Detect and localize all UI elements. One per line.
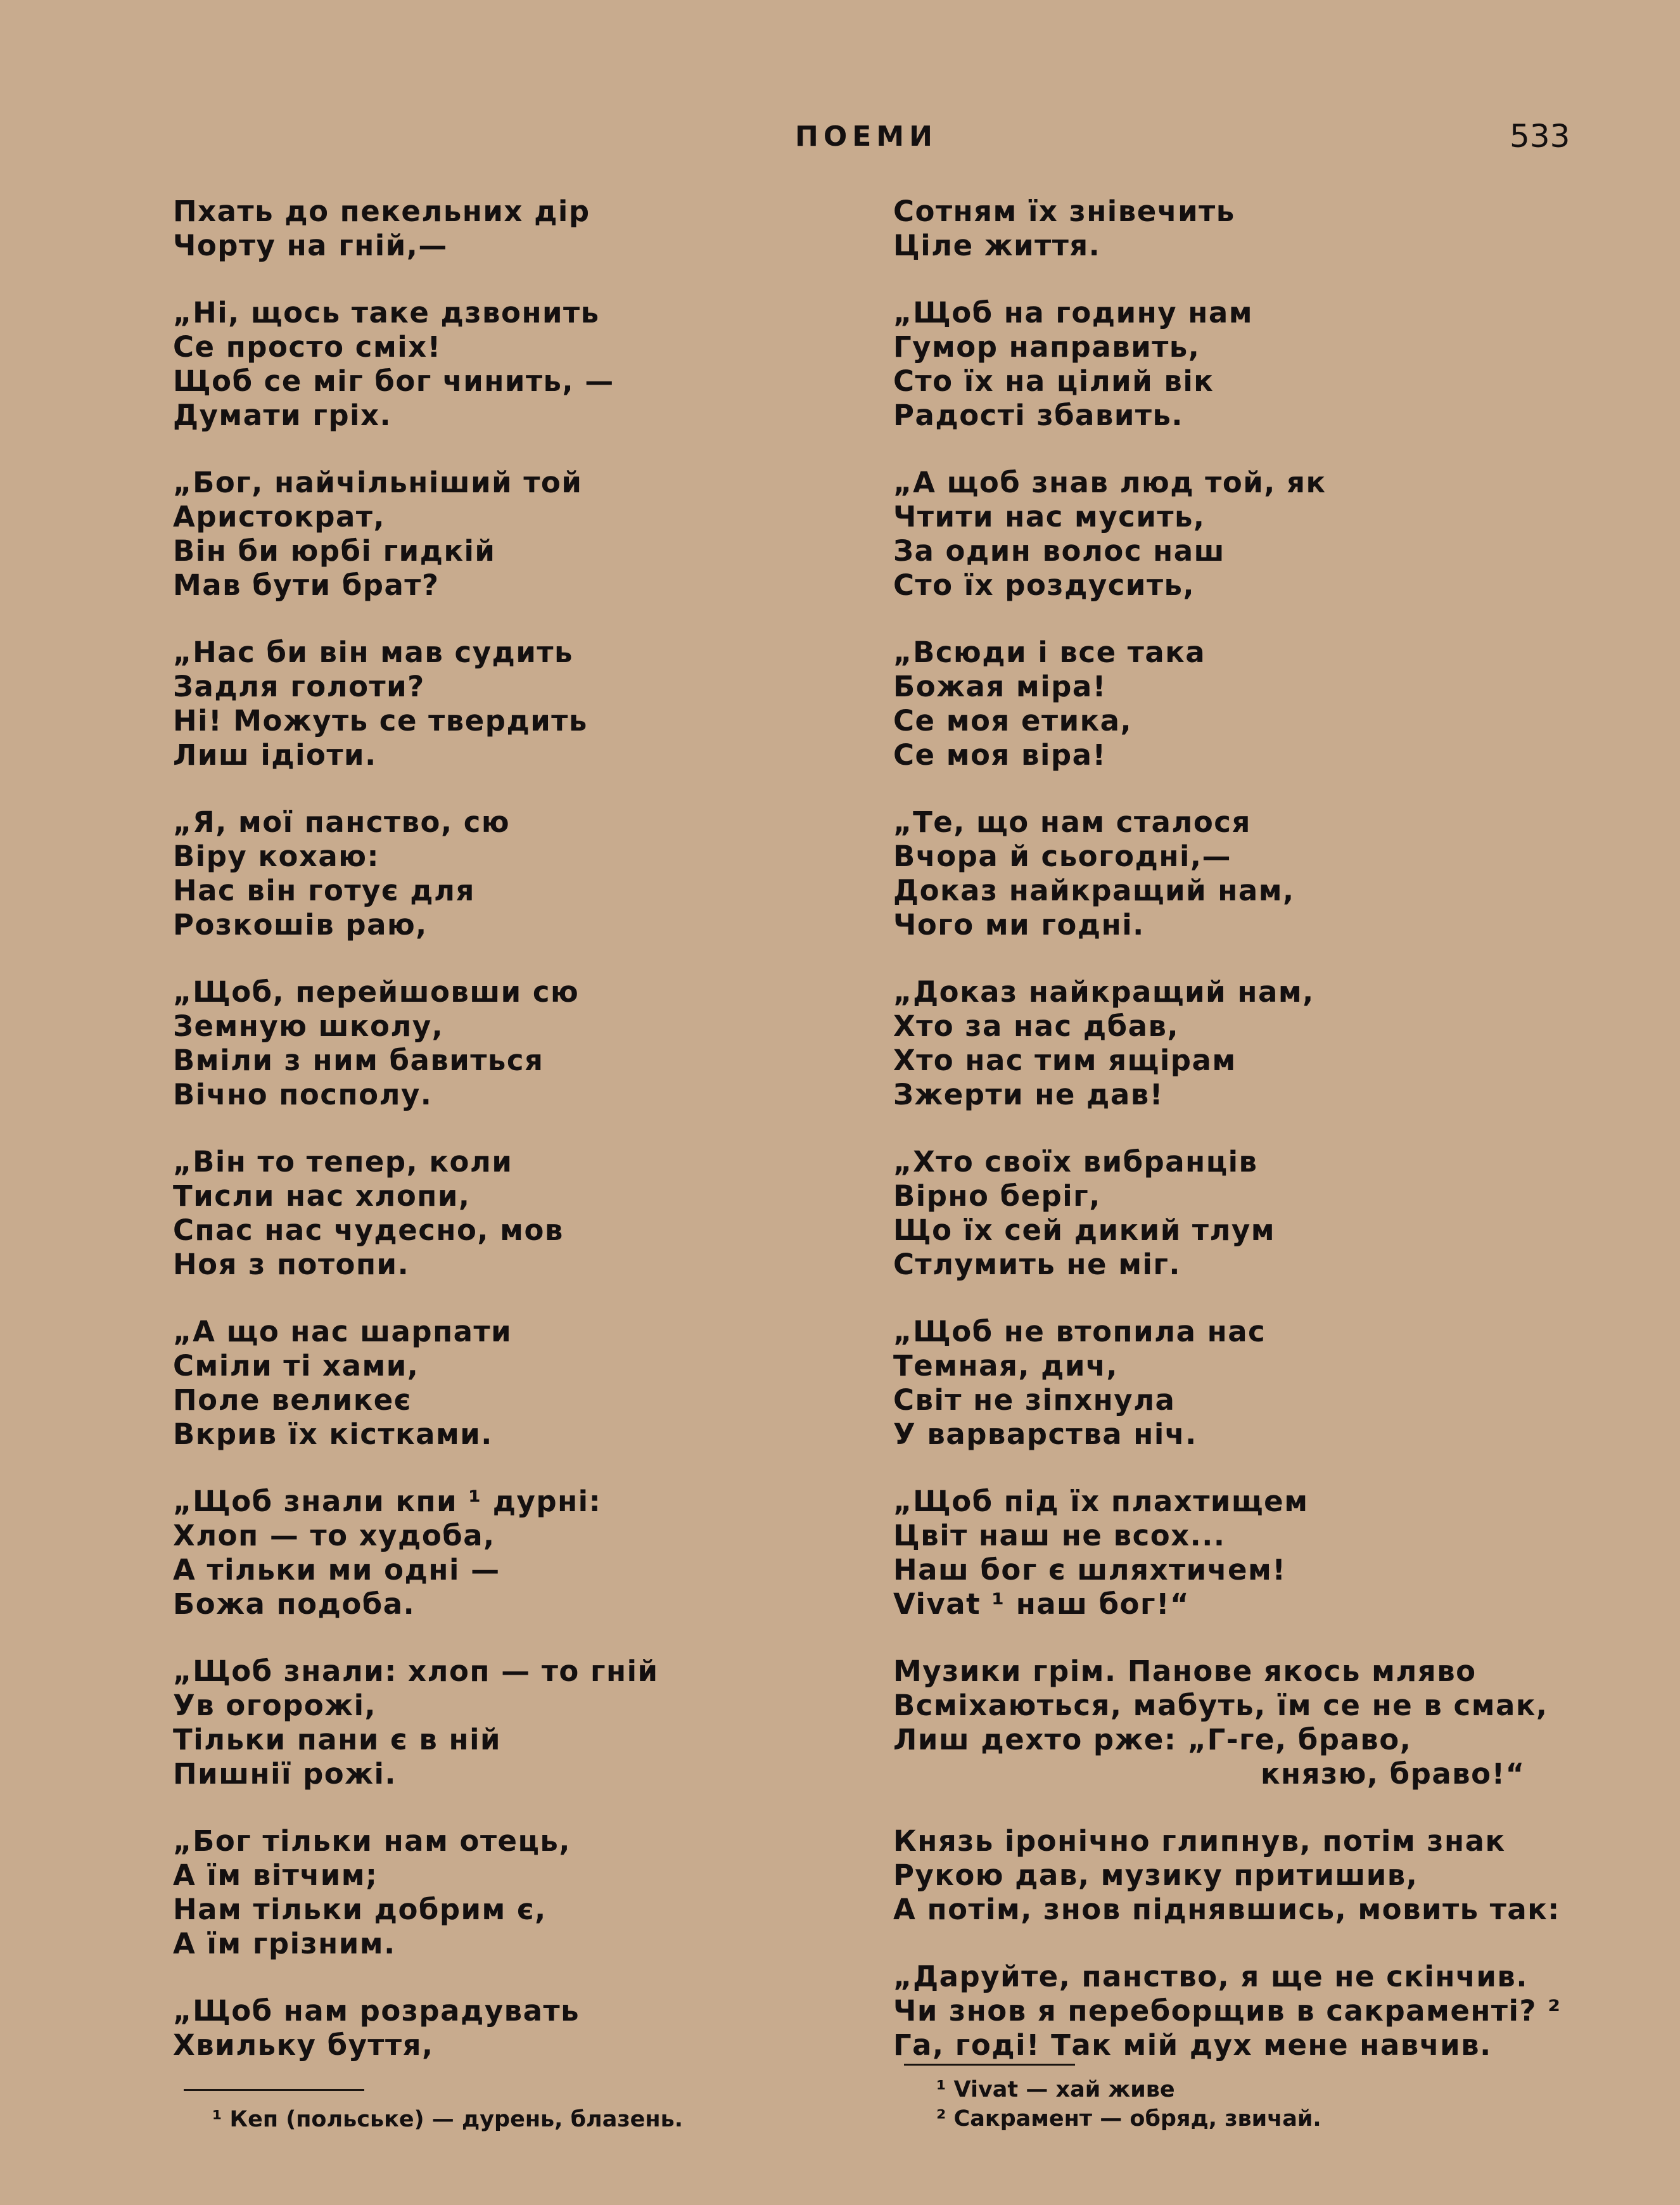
verse-line: Ні! Можуть се твердить	[173, 704, 588, 738]
verse-line: „Щоб на годину нам	[893, 296, 1253, 329]
verse-line: „Щоб знали: хлоп — то гній	[173, 1654, 659, 1688]
verse-line: Спас нас чудесно, мов	[173, 1213, 564, 1247]
verse-line: „Хто своїх вибранців	[893, 1145, 1258, 1179]
verse-line: А потім, знов піднявшись, мовить так:	[893, 1893, 1560, 1926]
verse-line: У варварства ніч.	[893, 1417, 1197, 1451]
verse-line: Сто їх на цілий вік	[893, 364, 1214, 398]
verse-line: Темная, дич,	[893, 1349, 1118, 1383]
verse-line: „Бог тільки нам отець,	[173, 1824, 571, 1858]
verse-line: Вміли з ним бавиться	[173, 1044, 544, 1077]
verse-line: „Доказ найкращий нам,	[893, 975, 1314, 1009]
verse-line: Земную школу,	[173, 1009, 444, 1043]
verse-line: А тільки ми одні —	[173, 1553, 500, 1587]
stanza	[893, 975, 1590, 1112]
verse-line: Поле великеє	[173, 1383, 412, 1417]
verse-line: Тільки пани є в ній	[173, 1723, 502, 1756]
verse-line: Аристократ,	[173, 500, 386, 534]
verse-line: „А щоб знав люд той, як	[893, 466, 1327, 499]
verse-line: Вкрив їх кістками.	[173, 1417, 493, 1451]
verse-line: Се моя віра!	[893, 738, 1107, 772]
verse-line: Що їх сей дикий тлум	[893, 1213, 1276, 1247]
stanza	[893, 1145, 1590, 1282]
verse-line: Наш бог є шляхтичем!	[893, 1553, 1287, 1587]
verse-line: Ціле життя.	[893, 229, 1101, 262]
verse-line: Цвіт наш не всох...	[893, 1519, 1226, 1552]
stanza	[173, 1485, 806, 1621]
stanza	[173, 1145, 806, 1282]
verse-line: Думати гріх.	[173, 399, 392, 432]
verse-line: Се просто сміх!	[173, 330, 442, 364]
verse-line: Божа подоба.	[173, 1587, 416, 1621]
verse-line: „Щоб, перейшовши сю	[173, 975, 580, 1009]
verse-line: Вічно посполу.	[173, 1078, 433, 1111]
verse-line: „Ні, щось таке дзвонить	[173, 296, 600, 329]
verse-line: Задля голоти?	[173, 670, 425, 703]
verse-line: Лиш дехто рже: „Г-ге, браво,	[893, 1723, 1412, 1756]
stanza	[893, 1485, 1590, 1621]
verse-line: Чого ми годні.	[893, 908, 1145, 942]
stanza	[173, 1824, 806, 1961]
stanza	[173, 296, 806, 433]
verse-line: Світ не зіпхнула	[893, 1383, 1176, 1417]
verse-line: „Щоб знали кпи ¹ дурні:	[173, 1485, 602, 1518]
verse-line: „Щоб під їх плахтищем	[893, 1485, 1309, 1518]
stanza	[893, 805, 1590, 942]
verse-line: Га, годі! Так мій дух мене навчив.	[893, 2028, 1492, 2062]
stanza	[173, 1654, 806, 1791]
verse-line: Зжерти не дав!	[893, 1078, 1164, 1111]
verse-line: „Те, що нам сталося	[893, 805, 1251, 839]
footnotes-left	[212, 2105, 683, 2134]
stanza	[173, 1315, 806, 1452]
verse-line: А їм грізним.	[173, 1927, 396, 1960]
verse-line: Вчора й сьогодні,—	[893, 840, 1231, 873]
verse-line: Розкошів раю,	[173, 908, 428, 942]
verse-line: Хвильку буття,	[173, 2028, 434, 2062]
verse-line: „Нас би він мав судить	[173, 636, 573, 669]
verse-line: Мав бути брат?	[173, 568, 440, 602]
verse-line: Сотням їх знівечить	[893, 195, 1235, 228]
verse-line: Пишнії рожі.	[173, 1757, 397, 1791]
verse-line: Хлоп — то худоба,	[173, 1519, 495, 1552]
stanza	[173, 975, 806, 1112]
stanza	[893, 296, 1590, 433]
verse-line: „Щоб нам розрадувать	[173, 1994, 580, 2028]
verse-line: Тисли нас хлопи,	[173, 1179, 471, 1213]
verse-line: князю, браво!“	[1261, 1757, 1525, 1791]
verse-line: Божая міра!	[893, 670, 1107, 703]
verse-line: Нас він готує для	[173, 874, 475, 907]
verse-line: Vivat ¹ наш бог!“	[893, 1587, 1190, 1621]
stanza	[173, 1994, 806, 2062]
stanza	[893, 466, 1590, 603]
verse-line: За один волос наш	[893, 534, 1225, 568]
page-number: 533	[1510, 118, 1570, 155]
stanza	[893, 636, 1590, 772]
verse-line: Пхать до пекельних дір	[173, 195, 590, 228]
stanza	[173, 636, 806, 772]
verse-line: Нам тільки добрим є,	[173, 1893, 547, 1926]
verse-line: Доказ найкращий нам,	[893, 874, 1295, 907]
verse-line: „Бог, найчільніший той	[173, 466, 583, 499]
verse-line: Чорту на гній,—	[173, 229, 448, 262]
verse-line: Князь іронічно глипнув, потім знак	[893, 1824, 1506, 1858]
verse-line: Віру кохаю:	[173, 840, 380, 873]
stanza	[173, 195, 806, 263]
verse-line: Чи знов я переборщив в сакраменті? ²	[893, 1994, 1562, 2028]
footnote: ² Сакрамент — обряд, звичай.	[936, 2106, 1321, 2132]
footnotes-right	[936, 2075, 1321, 2133]
verse-line: Музики грім. Панове якось мляво	[893, 1654, 1477, 1688]
footnote: ¹ Vivat — хай живе	[936, 2077, 1175, 2102]
verse-line: Хто нас тим ящірам	[893, 1044, 1237, 1077]
stanza	[893, 1315, 1590, 1452]
verse-line: Рукою дав, музику притишив,	[893, 1858, 1418, 1892]
stanza	[173, 466, 806, 603]
footnote-rule-right	[904, 2064, 1075, 2066]
verse-line: Хто за нас дбав,	[893, 1009, 1180, 1043]
verse-line: „Я, мої панство, сю	[173, 805, 511, 839]
left-column	[173, 195, 806, 2095]
footnote: ¹ Кеп (польське) — дурень, блазень.	[212, 2107, 683, 2132]
stanza	[893, 1654, 1590, 1791]
verse-line: Чтити нас мусить,	[893, 500, 1206, 534]
verse-line: Лиш ідіоти.	[173, 738, 377, 772]
stanza	[893, 1960, 1590, 2062]
right-column	[893, 195, 1590, 2095]
verse-line: „А що нас шарпати	[173, 1315, 512, 1348]
verse-line: Се моя етика,	[893, 704, 1133, 738]
verse-line: Він би юрбі гидкій	[173, 534, 496, 568]
verse-line: Сто їх роздусить,	[893, 568, 1195, 602]
verse-line: Всміхаються, мабуть, їм се не в смак,	[893, 1689, 1548, 1722]
stanza	[893, 1824, 1590, 1927]
verse-line: Сміли ті хами,	[173, 1349, 419, 1383]
verse-line: Щоб се міг бог чинить, —	[173, 364, 614, 398]
verse-line: „Даруйте, панство, я ще не скінчив.	[893, 1960, 1528, 1993]
verse-line: „Всюди і все така	[893, 636, 1206, 669]
verse-line: Стлумить не міг.	[893, 1248, 1181, 1281]
stanza	[173, 805, 806, 942]
verse-line: Радості збавить.	[893, 399, 1184, 432]
verse-line: Ув огорожі,	[173, 1689, 377, 1722]
footnote-rule-left	[184, 2089, 364, 2091]
verse-line: А їм вітчим;	[173, 1858, 378, 1892]
verse-line: „Щоб не втопила нас	[893, 1315, 1266, 1348]
verse-line: Вірно беріг,	[893, 1179, 1101, 1213]
verse-line: Ноя з потопи.	[173, 1248, 410, 1281]
verse-line: „Він то тепер, коли	[173, 1145, 513, 1179]
running-title: ПОЕМИ	[795, 120, 938, 153]
stanza	[893, 195, 1590, 263]
verse-line: Гумор направить,	[893, 330, 1200, 364]
